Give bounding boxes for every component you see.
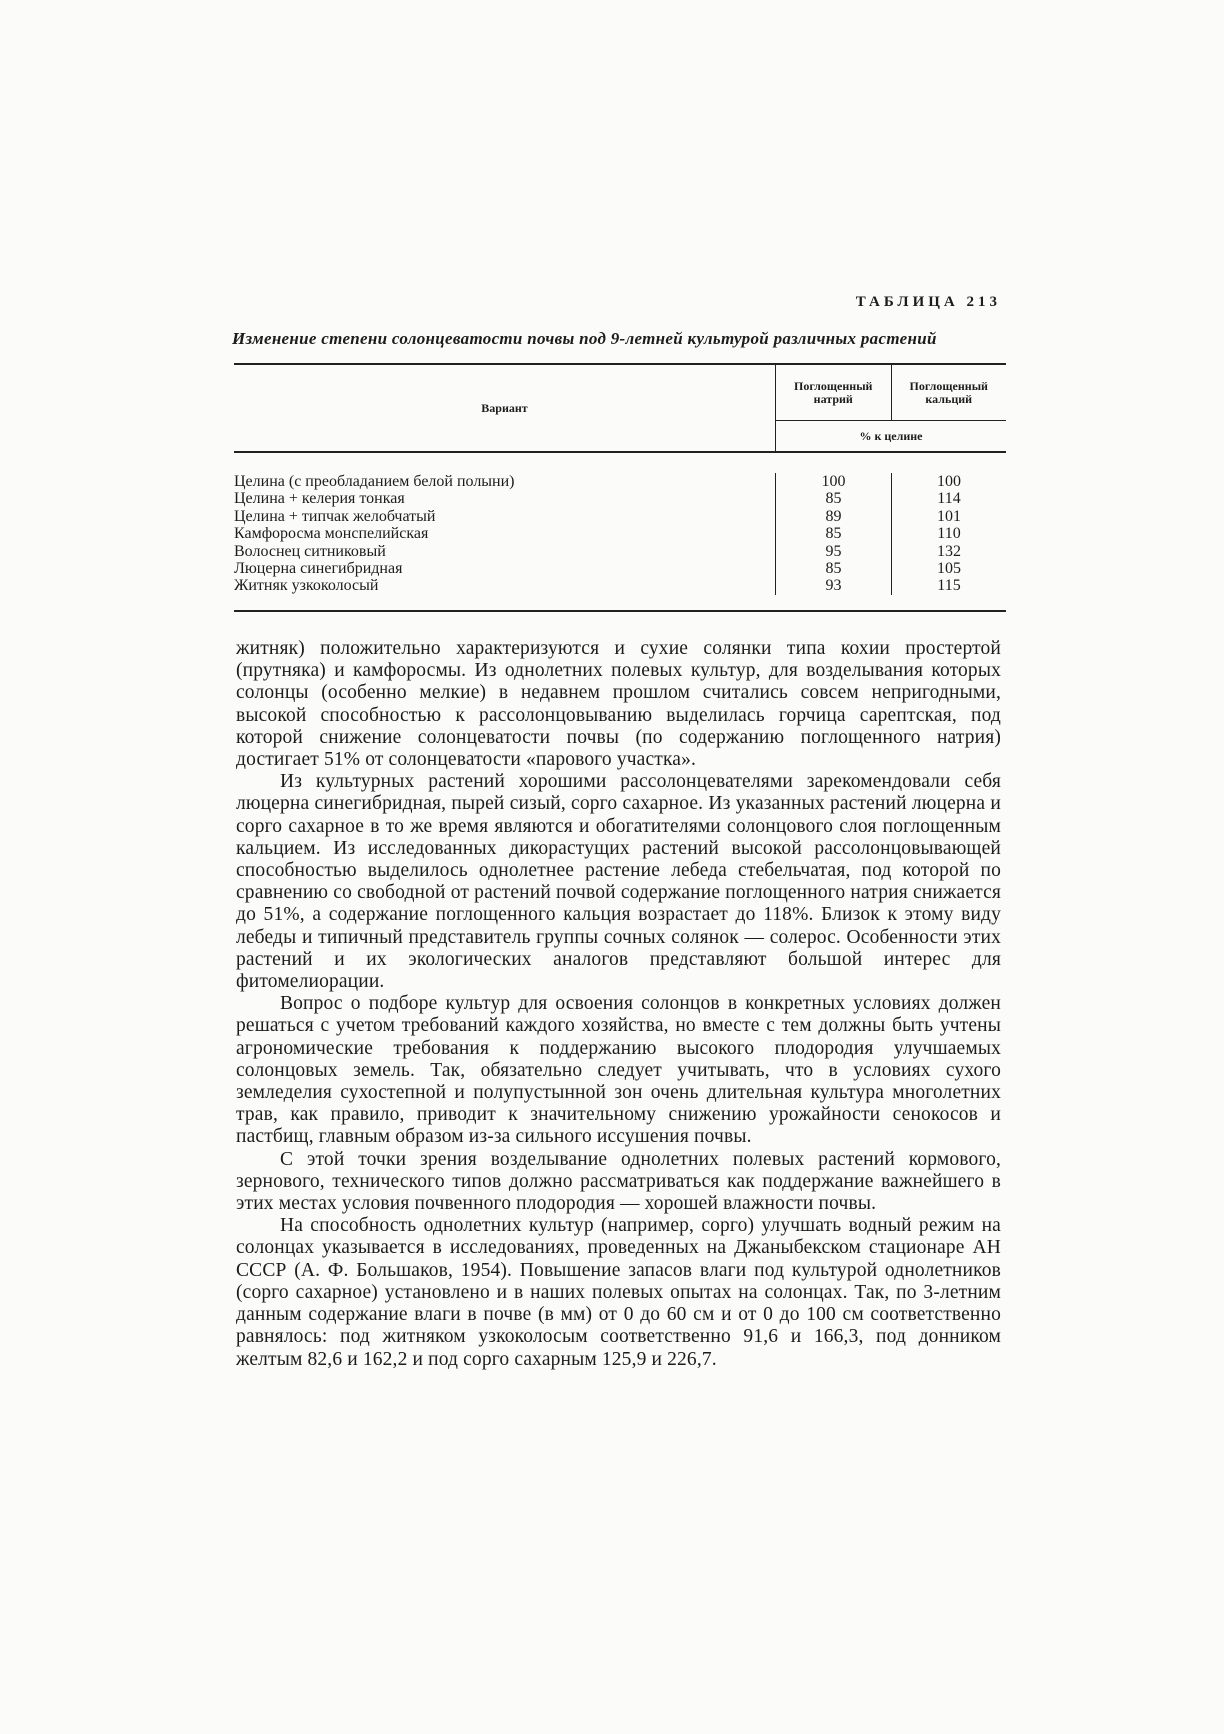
header-sodium: Поглощенный натрий — [794, 378, 873, 406]
header-unit: % к целине — [859, 428, 923, 443]
cell-variant: Волоснец ситниковый — [234, 542, 386, 560]
cell-calcium: 100 — [891, 473, 1006, 490]
table-caption: Изменение степени солонцеватости почвы под 9-летней культурой различных растений — [232, 329, 937, 348]
paragraph: Из культурных растений хорошими рассолонцевателями зарекомендовали себя люцерна синегибридная, пырей сизый, сорго сахарное. Из указанных растений люцерна и сорго сахарное в то же время являются и обогатителями солонцового слоя поглощенным кальцием. Из исследованных дикорастущих растений высокой рассолонцовывающей способностью выделилось однолетнее растение лебеда стебельчатая, под которой по сравнению со свободной от растений почвой содержание поглощенного натрия снижается до 51%, а содержание поглощенного кальция возрастает до 118%. Близок к этому виду лебеды и типичный представитель группы сочных солянок — солерос. Особенности этих растений и их экологических аналогов представляют большой интерес для фитомелиорации. — [236, 771, 1001, 993]
cell-sodium: 100 — [775, 473, 891, 490]
table-body — [234, 453, 1006, 610]
paragraph: житняк) положительно характеризуются и сухие солянки типа кохии простертой (прутняка) и камфоросмы. Из однолетних полевых культур, для возделывания которых солонцы (особенно мелкие) в недавнем прошлом считались совсем непригодными, высокой способностью к рассолонцовыванию выделилась горчица сарептская, под которой снижение солонцеватости почвы (по содержанию поглощенного натрия) достигает 51% от солонцеватости «парового участка». — [236, 638, 1001, 771]
header-variant: Вариант — [481, 400, 528, 415]
cell-variant: Камфоросма монспелийская — [234, 525, 429, 543]
cell-sodium: 85 — [775, 560, 891, 577]
cell-variant: Целина (с преобладанием белой полыни) — [234, 473, 515, 490]
cell-calcium: 101 — [891, 508, 1006, 525]
cell-sodium: 85 — [775, 525, 891, 542]
paragraph: Вопрос о подборе культур для освоения солонцов в конкретных условиях должен решаться с учетом требований каждого хозяйства, но вместе с тем должны быть учтены агрономические требования к поддержанию высокого плодородия улучшаемых солонцовых земель. Так, обязательно следует учитывать, что в условиях сухого земледелия сухостепной и полупустынной зон очень длительная культура многолетних трав, как правило, приводит к значительному снижению урожайности сенокосов и пастбищ, главным образом из-за сильного иссушения почвы. — [236, 993, 1001, 1148]
cell-variant: Люцерна синегибридная — [234, 559, 403, 577]
cell-variant: Целина + типчак желобчатый — [234, 507, 436, 525]
cell-variant: Житняк узкоколосый — [234, 577, 379, 595]
table-row — [234, 525, 1006, 542]
cell-calcium: 114 — [891, 490, 1006, 507]
header-values — [775, 365, 1006, 451]
cell-variant: Целина + келерия тонкая — [234, 490, 405, 508]
cell-sodium: 85 — [775, 490, 891, 507]
header-calcium: Поглощенный кальций — [891, 365, 1007, 420]
body-text — [236, 638, 1001, 1371]
cell-sodium: 93 — [775, 577, 891, 594]
table-row — [234, 543, 1006, 560]
cell-calcium: 132 — [891, 543, 1006, 560]
table-row — [234, 473, 1006, 490]
table-number: ТАБЛИЦА 213 — [855, 294, 1001, 310]
cell-calcium: 105 — [891, 560, 1006, 577]
table-header — [234, 365, 1006, 453]
table-row — [234, 508, 1006, 525]
cell-calcium: 110 — [891, 525, 1006, 542]
cell-calcium: 115 — [891, 577, 1006, 594]
paragraph: На способность однолетних культур (например, сорго) улучшать водный режим на солонцах указывается в исследованиях, проведенных на Джаныбекском стационаре АН СССР (А. Ф. Большаков, 1954). Повышение запасов влаги под культурой однолетников (сорго сахарное) установлено и в наших полевых опытах на солонцах. Так, по 3-летним данным содержание влаги в почве (в мм) от 0 до 60 см и от 0 до 100 см соответственно равнялось: под житняком узкоколосым соответственно 91,6 и 166,3, под донником желтым 82,6 и 162,2 и под сорго сахарным 125,9 и 226,7. — [236, 1215, 1001, 1370]
table-row — [234, 577, 1006, 594]
data-table — [234, 363, 1006, 612]
table-row — [234, 490, 1006, 507]
paragraph: С этой точки зрения возделывание однолетних полевых растений кормового, зернового, технического типов должно рассматриваться как поддержание важнейшего в этих местах условия почвенного плодородия — хорошей влажности почвы. — [236, 1148, 1001, 1215]
cell-sodium: 89 — [775, 508, 891, 525]
table-row — [234, 560, 1006, 577]
cell-sodium: 95 — [775, 543, 891, 560]
